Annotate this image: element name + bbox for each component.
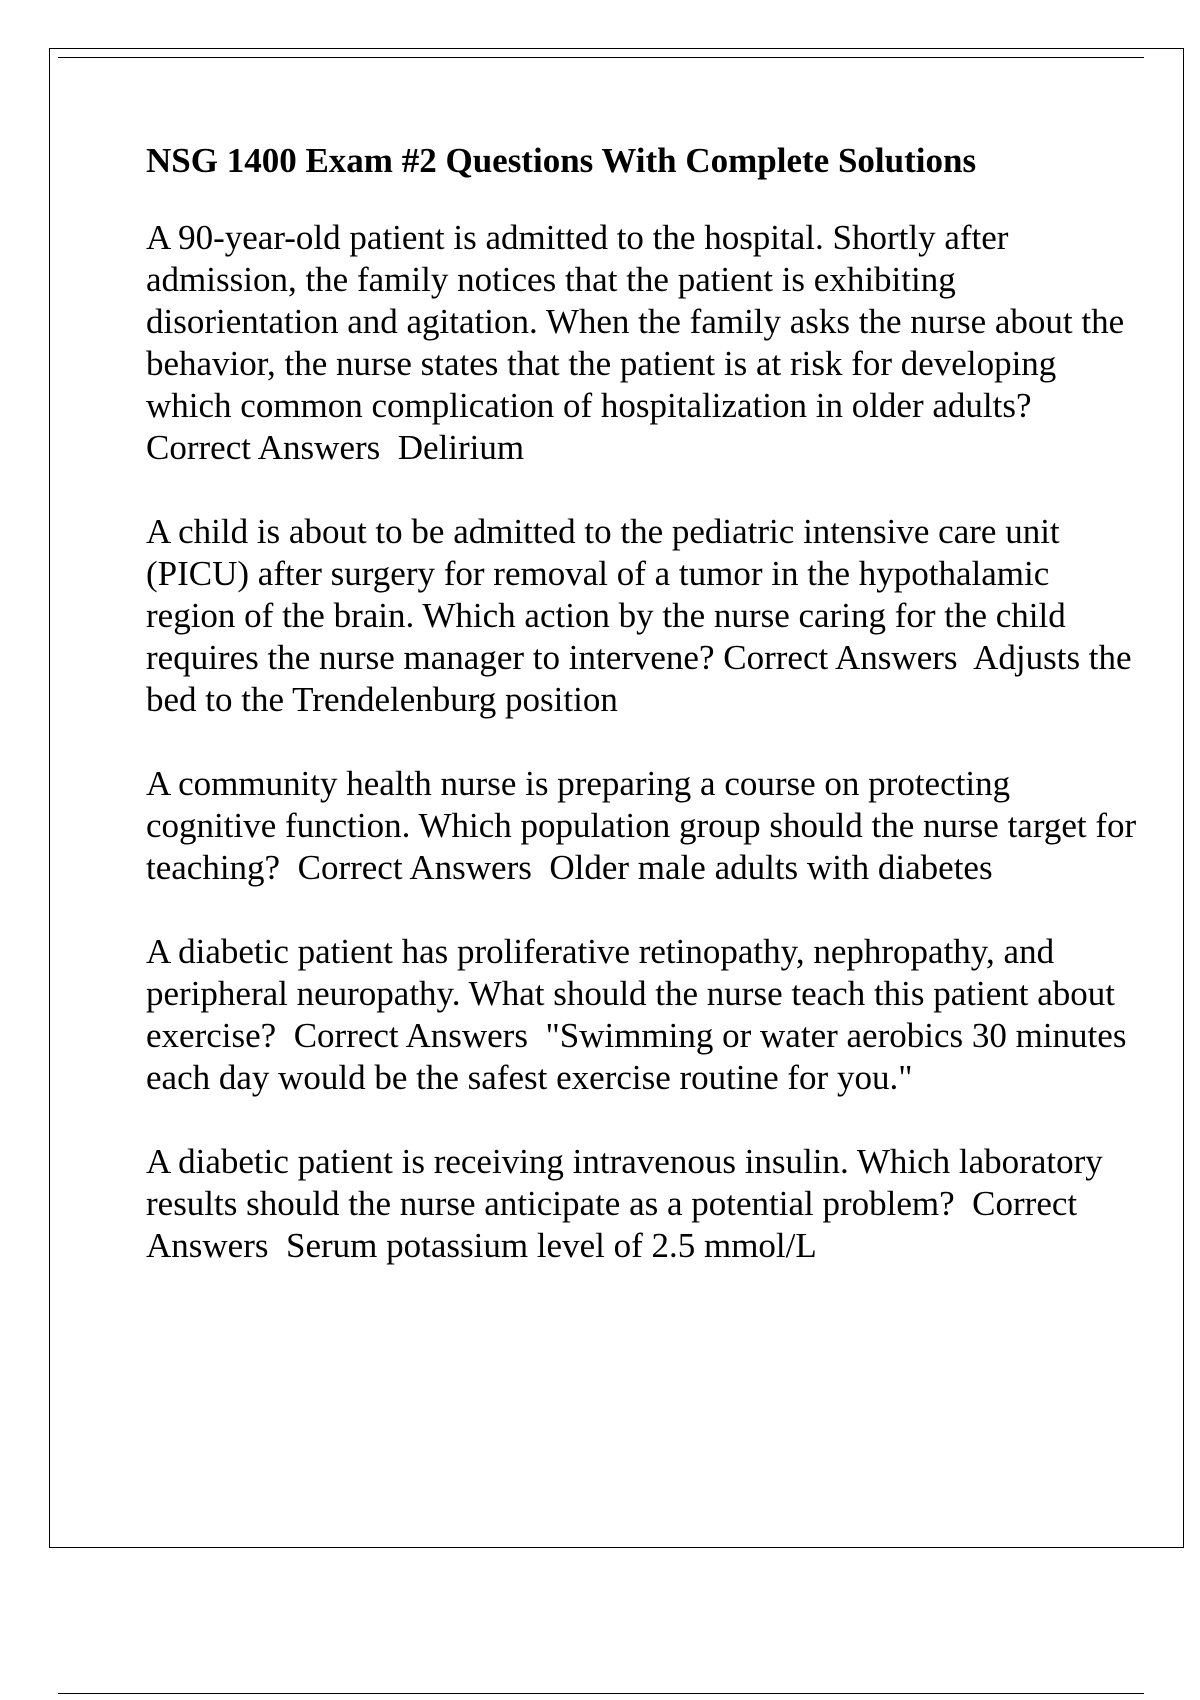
document-title: NSG 1400 Exam #2 Questions With Complete Solutions	[146, 141, 977, 180]
answer-text: Serum potassium level of 2.5 mmol/L	[285, 1226, 817, 1265]
question-text: A community health nurse is preparing a course on protecting cognitive function. Which population group should the nurse target for teaching?	[146, 764, 1145, 887]
document-body	[146, 140, 1146, 1309]
qa-item	[146, 511, 1146, 721]
question-text: A 90-year-old patient is admitted to the hospital. Shortly after admission, the family notices that the patient is exhibiting disorientation and agitation. When the family asks the nurse about the behavior, the nurse states that the patient is at risk for developing which common complication of hospitalization in older adults?	[146, 218, 1133, 425]
qa-item	[146, 763, 1146, 889]
correct-answers-label: Correct Answers	[293, 1016, 528, 1055]
correct-answers-label: Correct Answers	[297, 848, 532, 887]
question-text: A child is about to be admitted to the pediatric intensive care unit (PICU) after surgery for removal of a tumor in the hypothalamic region of the brain. Which action by the nurse caring for the child requires the nurse manager to intervene?	[146, 512, 1075, 677]
correct-answers-label: Correct Answers	[146, 428, 381, 467]
question-text: A diabetic patient has proliferative retinopathy, nephropathy, and peripheral neuropathy. What should the nurse teach this patient about exercise?	[146, 932, 1124, 1055]
question-text: A diabetic patient is receiving intravenous insulin. Which laboratory results should the nurse anticipate as a potential problem?	[146, 1142, 1112, 1223]
qa-item	[146, 931, 1146, 1099]
answer-text: Older male adults with diabetes	[549, 848, 993, 887]
answer-text: Adjusts the bed to the Trendelenburg position	[146, 638, 1141, 719]
qa-item	[146, 1141, 1146, 1267]
answer-text: Delirium	[397, 428, 525, 467]
footer-rule	[58, 1693, 1144, 1694]
answer-text: "Swimming or water aerobics 30 minutes each day would be the safest exercise routine for you."	[146, 1016, 1136, 1097]
correct-answers-label: Correct Answers	[723, 638, 958, 677]
correct-answers-label: Correct Answers	[146, 1184, 1084, 1265]
header-rule	[58, 57, 1144, 58]
qa-item	[146, 217, 1146, 469]
